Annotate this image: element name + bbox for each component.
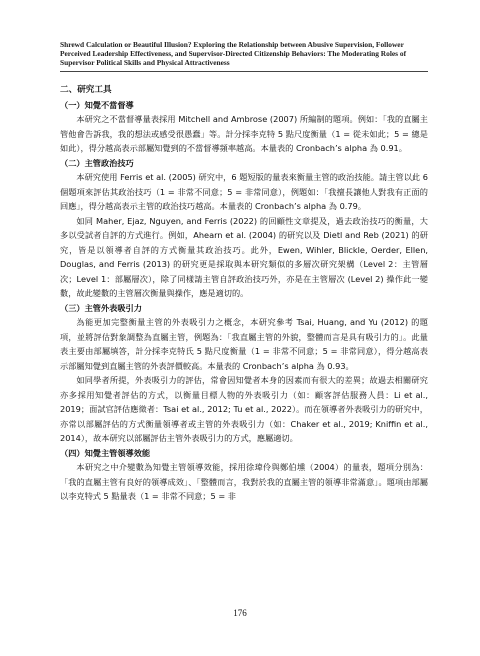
section-title: 二、研究工具 [60, 85, 112, 95]
paragraph: 本研究使用 Ferris et al. (2005) 研究中，6 題短版的量表來衡量主管的政治技能。請主管以此 6 個題項來評估其政治技巧（1 = 非常不同意；5 = 非常同意），例題如：「我擅長讓他人對我有正面的回應」，得分越高表示主管的政治技巧越高。本量表的 Cronbach’s alpha 為 0.79。 [60, 172, 428, 211]
subsection-title-4: （四）知覺主管領導效能 [60, 447, 151, 458]
subsection-title-2: （二）主管政治技巧 [60, 157, 134, 168]
paragraph: 為能更加完整衡量主管的外表吸引力之概念，本研究參考 Tsai, Huang, and Yu (2012) 的題項，並將評估對象調整為直屬主管，例題為：「我直屬主管的外貌，整體而言是具有吸引力的」。此量表主要由部屬填答，計分採李克特氏 5 點尺度衡量（1 = 非常不同意；5 = 非常同意），得分越高表示部屬知覺到直屬主管的外表評價較高。本量表的 Cronbach’s alpha 為 0.93。 [60, 317, 428, 371]
subsection-title-1: （一）知覺不當督導 [60, 99, 134, 110]
page-number: 176 [233, 608, 247, 618]
paragraph: 如同 Maher, Ejaz, Nguyen, and Ferris (2022) 的回顧性文章提及，過去政治技巧的衡量，大多以受試者自評的方式進行。例如，Ahearn et al. (2004) 的研究以及 Dietl and Reb (2021) 的研究，皆是以領導者自評的方式衡量其政治技巧。此外，Ewen, Wihler, Blickle, Oerder, Ellen, Douglas, and Ferris (2013) 的研究更是採取與本研究類似的多層次研究架構（Level 2：主管層次；Level 1：部屬層次），除了同樣請主管自評政治技巧外，亦是在主管層次 (Level 2) 操作此一變數，故此變數的主管層次衡量與操作，應是適切的。 [60, 215, 428, 298]
header-rule [60, 71, 428, 72]
body-text [60, 83, 428, 504]
paragraph: 本研究之中介變數為知覺主管領導效能，採用徐瑋伶與鄭伯壎（2004）的量表，題項分別為：「我的直屬主管有良好的領導成效」、「整體而言，我對於我的直屬主管的領導非常滿意」。題項由部屬以李克特式 5 點量表（1 = 非常不同意；5 = 非 [60, 462, 428, 501]
subsection-title-3: （三）主管外表吸引力 [60, 302, 142, 313]
paragraph: 如同學者所提，外表吸引力的評估，常會因知覺者本身的因素而有很大的差異；故過去相關研究亦多採用知覺者評估的方式，以衡量目標人物的外表吸引力（如：顧客評估服務人員：Li et al., 2019；面試官評估應徵者：Tsai et al., 2012; Tu et al., 2022）。而在領導者外表吸引力的研究中，亦常以部屬評估的方式衡量領導者或主管的外表吸引力（如：Chaker et al., 2019; Kniffin et al., 2014），故本研究以部屬評估主管外表吸引力的方式，應屬適切。 [60, 375, 428, 443]
running-header: Shrewd Calculation or Beautiful Illusion? Exploring the Relationship between Abusive Supervision, Follower Perceived Leadership Effectiveness, and Supervisor-Directed Citizenship Behaviors: The Moderating Roles of Supervisor Political Skills and Physical Attractiveness [60, 40, 407, 67]
paragraph: 本研究之不當督導量表採用 Mitchell and Ambrose (2007) 所編制的題項。例如：「我的直屬主管他會告訴我，我的想法或感受很愚蠢」等。計分採李克特 5 點尺度衡量（1 = 從未如此；5 = 總是如此），得分越高表示部屬知覺到的不當督導頻率越高。本量表的 Cronbach’s alpha 為 0.91。 [60, 114, 428, 153]
